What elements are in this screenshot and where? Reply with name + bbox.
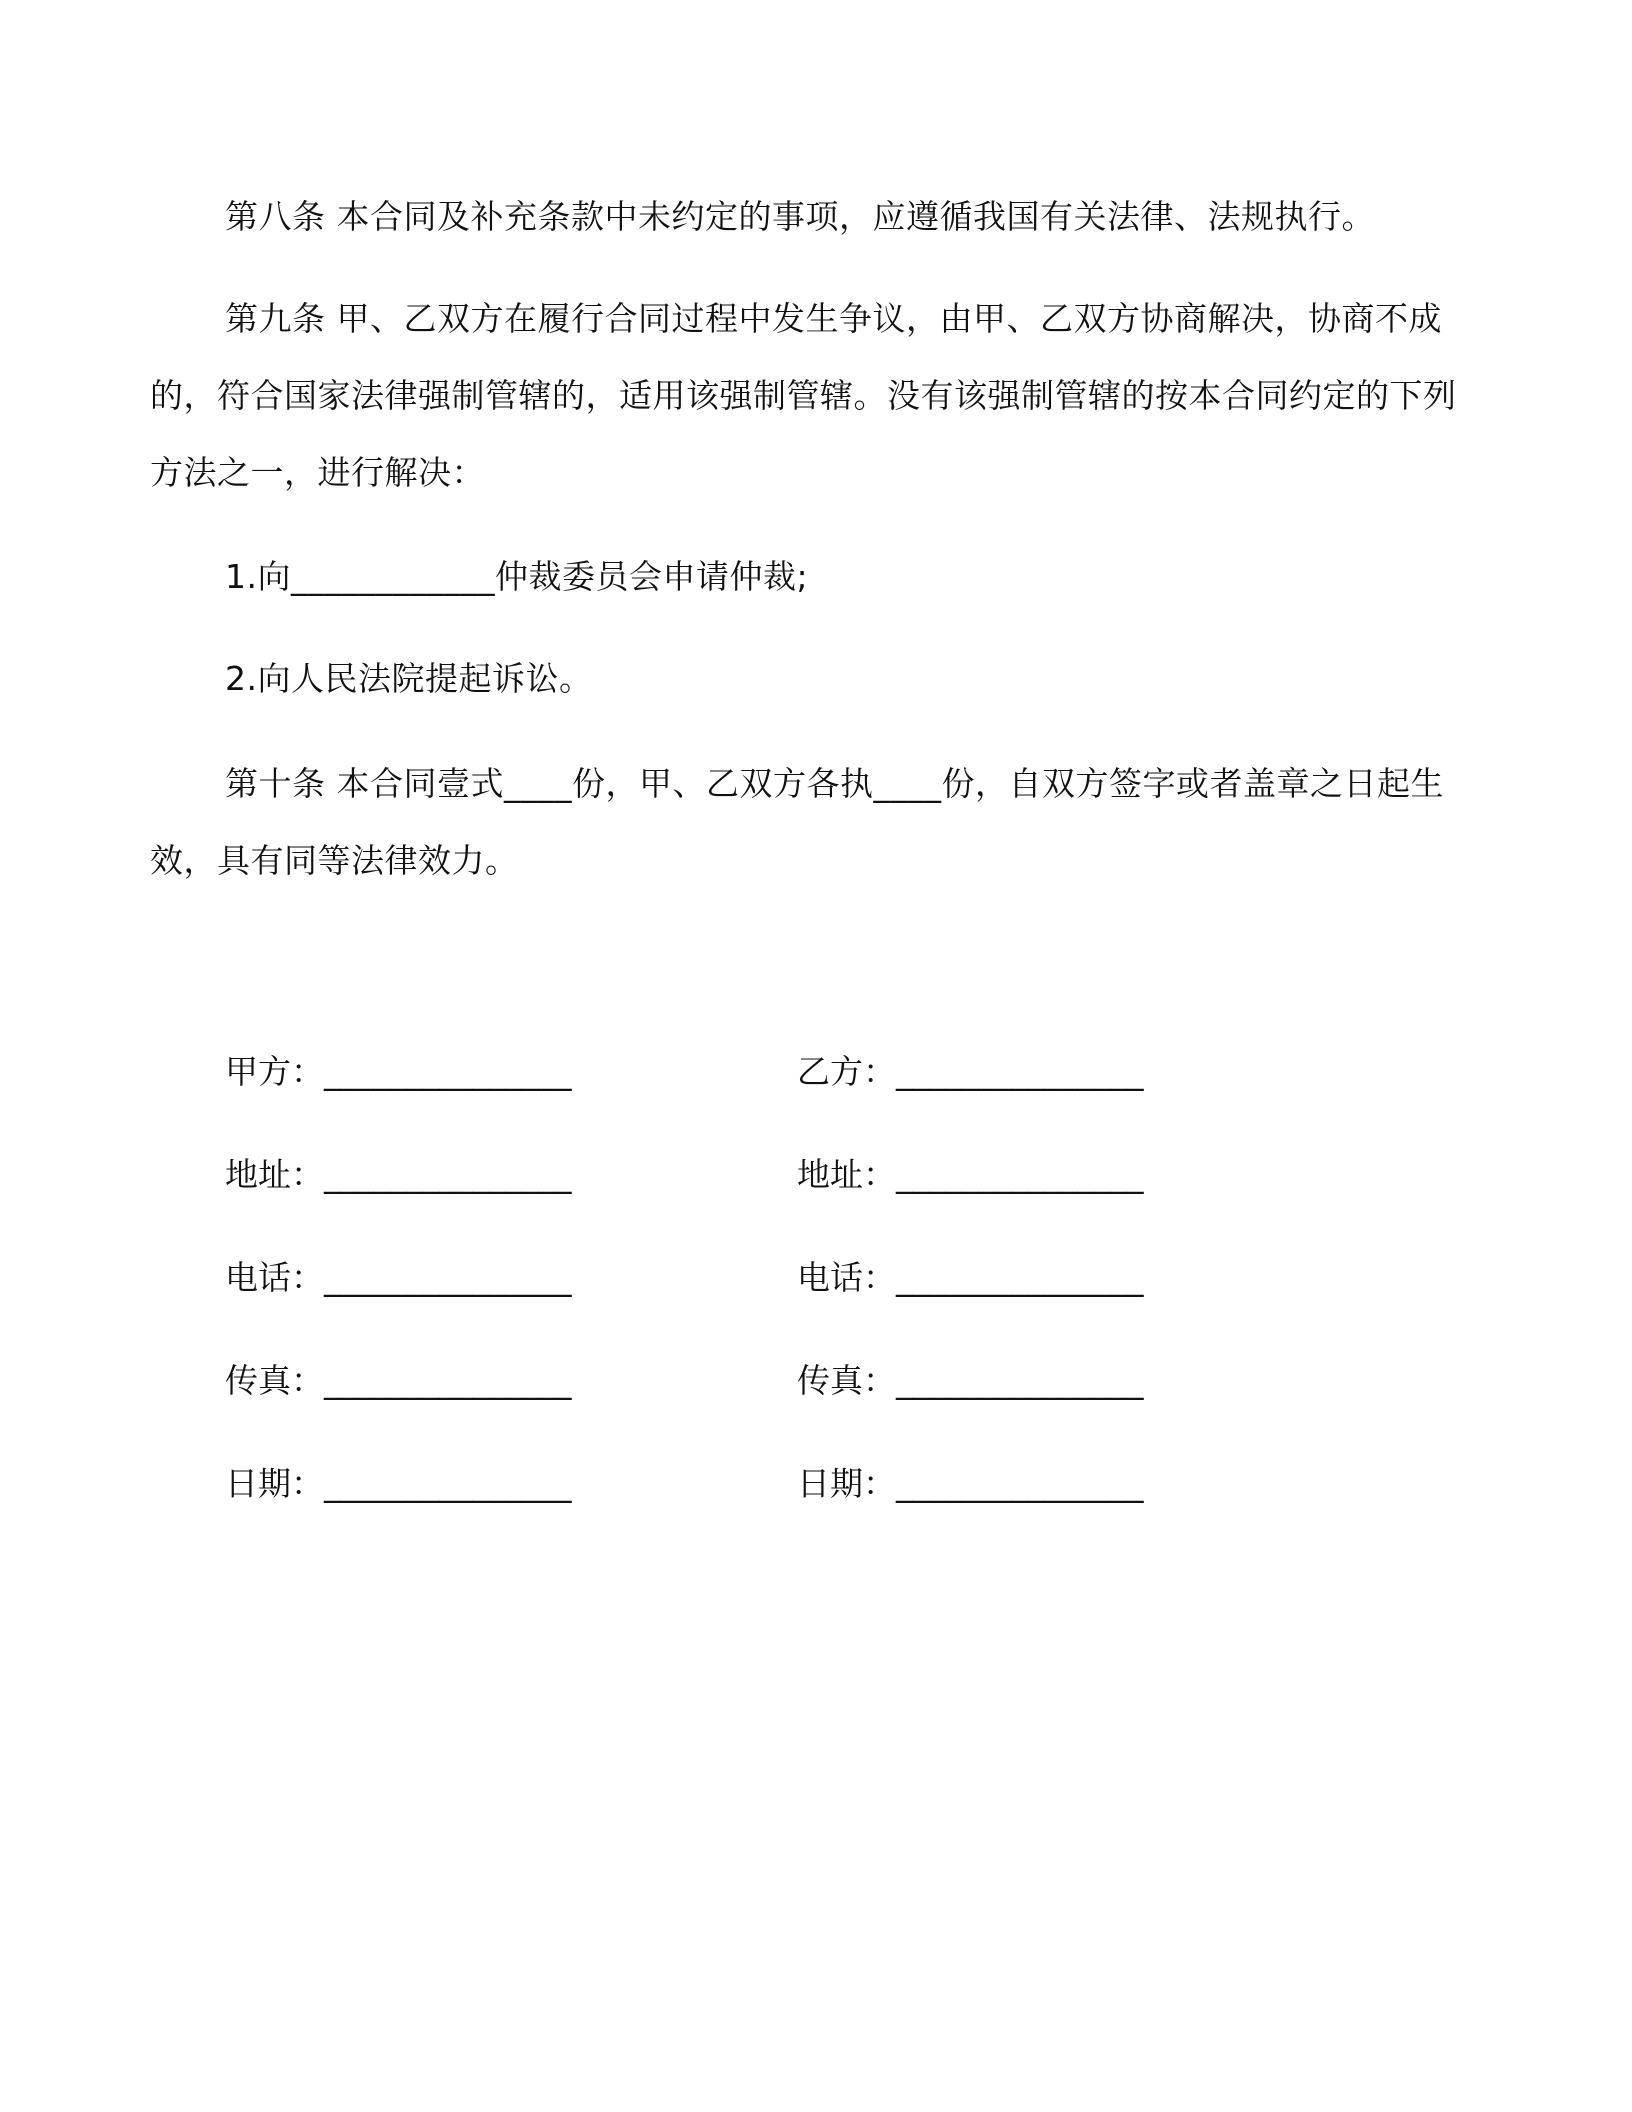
party-b-date-line: 日期：_______________ — [797, 1464, 1144, 1503]
party-a-name-line: 甲方：_______________ — [225, 1052, 572, 1091]
party-b-name-line: 乙方：_______________ — [797, 1052, 1144, 1091]
party-b-phone-line: 电话：_______________ — [797, 1258, 1144, 1297]
party-b-address-line: 地址：_______________ — [797, 1155, 1144, 1194]
dispute-option-2: 2.向人民法院提起诉讼。 — [225, 659, 593, 698]
article-9: 第九条 甲、乙双方在履行合同过程中发生争议，由甲、乙双方协商解决，协商不成的，符合国家法律强制管辖的，适用该强制管辖。没有该强制管辖的按本合同约定的下列方法之一，进行解决： — [150, 299, 1457, 492]
article-8: 第八条 本合同及补充条款中未约定的事项，应遵循我国有关法律、法规执行。 — [225, 197, 1375, 236]
party-a-phone-line: 电话：_______________ — [225, 1258, 572, 1297]
party-b-fax-line: 传真：_______________ — [797, 1361, 1144, 1400]
dispute-option-1: 1.向____________仲裁委员会申请仲裁; — [225, 557, 809, 596]
party-a-address-line: 地址：_______________ — [225, 1155, 572, 1194]
party-a-date-line: 日期：_______________ — [225, 1464, 572, 1503]
party-a-fax-line: 传真：_______________ — [225, 1361, 572, 1400]
article-10: 第十条 本合同壹式____份，甲、乙双方各执____份，自双方签字或者盖章之日起生效，具有同等法律效力。 — [150, 764, 1444, 880]
